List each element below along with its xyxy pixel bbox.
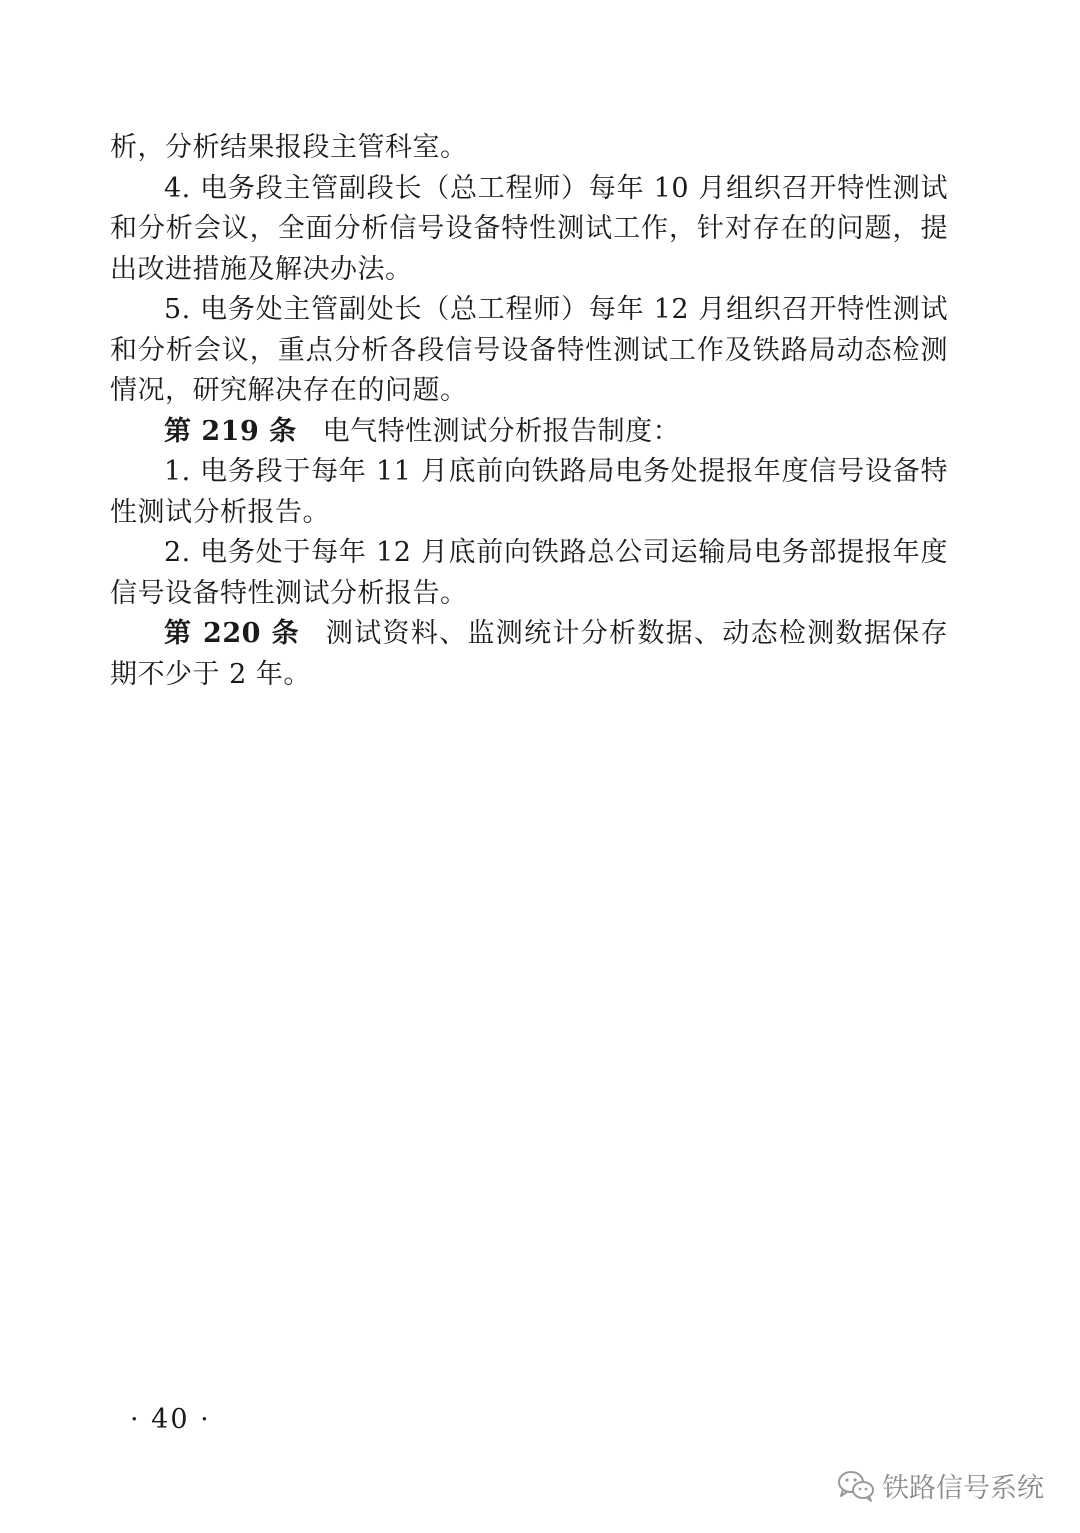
- article-219-item-2: 2. 电务处于每年 12 月底前向铁路总公司运输局电务部提报年度信号设备特性测试分析报告。: [110, 537, 948, 609]
- item-4-paragraph: 4. 电务段主管副段长（总工程师）每年 10 月组织召开特性测试和分析会议，全面分析信号设备特性测试工作，针对存在的问题，提出改进措施及解决办法。: [110, 172, 948, 285]
- article-220-number: 第 220 条: [164, 618, 300, 649]
- article-220-text: 测试资料、监测统计分析数据、动态检测数据保存期不少于 2 年。: [110, 618, 948, 690]
- watermark-text: 铁路信号系统: [882, 1473, 1044, 1504]
- article-219-paragraph: [110, 412, 948, 453]
- wechat-icon: [836, 1469, 876, 1503]
- article-220-paragraph: [110, 614, 948, 695]
- article-219-number: 第 219 条: [164, 415, 297, 447]
- page-number: · 40 ·: [130, 1404, 211, 1435]
- article-219-text: 电气特性测试分析报告制度：: [322, 415, 681, 447]
- continued-paragraph: 析，分析结果报段主管科室。: [110, 132, 468, 163]
- item-5-paragraph: 5. 电务处主管副处长（总工程师）每年 12 月组织召开特性测试和分析会议，重点分析各段信号设备特性测试工作及铁路局动态检测情况，研究解决存在的问题。: [110, 294, 948, 406]
- article-219-item-1: 1. 电务段于每年 11 月底前向铁路局电务处提报年度信号设备特性测试分析报告。: [110, 456, 948, 528]
- page-body: [110, 128, 948, 695]
- watermark: [836, 1466, 1044, 1505]
